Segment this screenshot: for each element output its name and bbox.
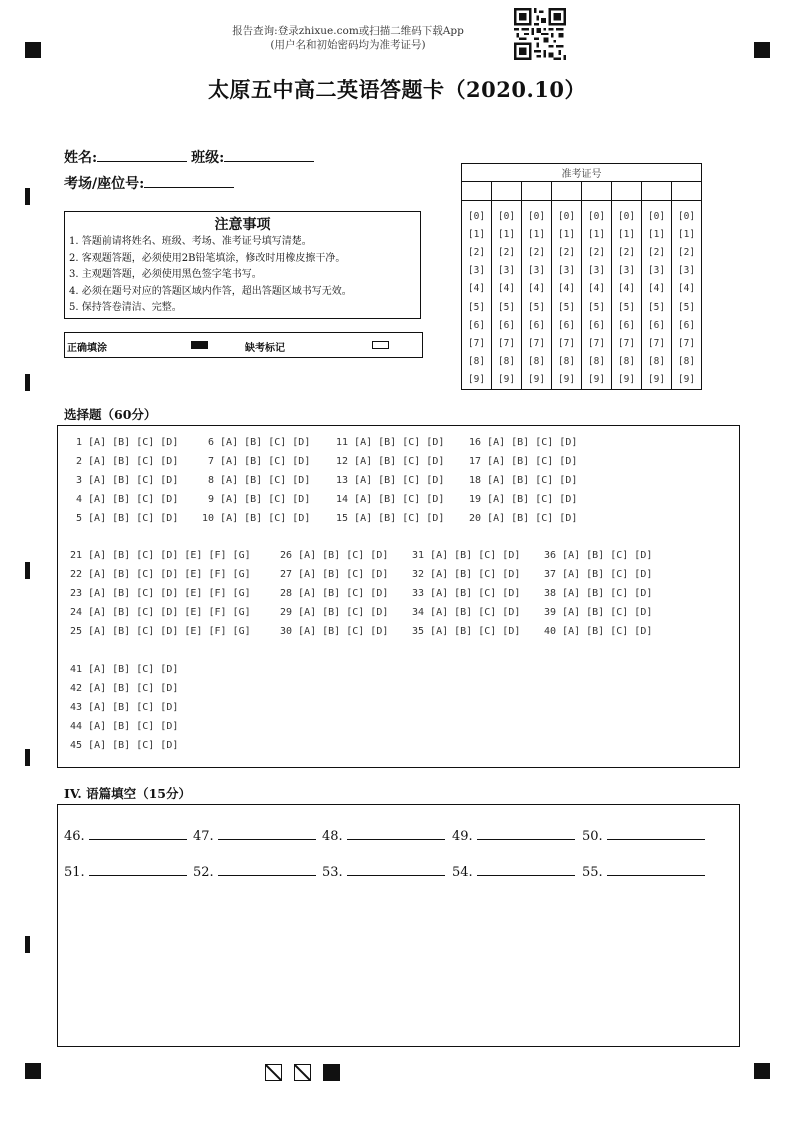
solid-mark xyxy=(323,1064,340,1081)
admission-digit-box[interactable] xyxy=(612,182,642,201)
class-label: 班级: xyxy=(191,150,225,166)
admission-bubble[interactable]: [9] xyxy=(522,371,552,390)
fill-blank-number: 46. xyxy=(64,829,85,844)
admission-bubble[interactable]: [8] xyxy=(552,353,582,371)
admission-bubble[interactable]: [4] xyxy=(642,280,672,298)
admission-bubble[interactable]: [8] xyxy=(642,353,672,371)
admission-bubble[interactable]: [8] xyxy=(492,353,522,371)
choice-question-row[interactable]: 2 [A] [B] [C] [D] xyxy=(76,456,179,467)
class-field[interactable] xyxy=(224,147,314,162)
absent-mark-checkbox[interactable] xyxy=(372,341,389,349)
admission-bubble[interactable]: [2] xyxy=(552,243,582,261)
admission-bubble[interactable]: [5] xyxy=(492,298,522,316)
corner-mark-top-left xyxy=(25,42,41,58)
fill-example-box xyxy=(64,332,423,358)
choice-question-row[interactable]: 20 [A] [B] [C] [D] xyxy=(469,513,578,524)
fill-blank-number: 54. xyxy=(452,865,473,880)
admission-bubble[interactable]: [8] xyxy=(582,353,612,371)
fill-blank[interactable] xyxy=(322,828,445,844)
admission-bubble[interactable]: [7] xyxy=(612,334,642,352)
admission-digit-box[interactable] xyxy=(642,182,672,201)
fill-blank[interactable] xyxy=(582,864,705,880)
admission-bubble[interactable]: [9] xyxy=(672,371,702,390)
admission-bubble[interactable]: [0] xyxy=(462,201,492,226)
admission-bubble[interactable]: [3] xyxy=(552,262,582,280)
choice-question-row[interactable]: 37 [A] [B] [C] [D] xyxy=(544,569,653,580)
choice-question-row[interactable]: 35 [A] [B] [C] [D] xyxy=(412,626,521,637)
admission-digit-box[interactable] xyxy=(492,182,522,201)
admission-bubble[interactable]: [9] xyxy=(612,371,642,390)
choice-question-row[interactable]: 22 [A] [B] [C] [D] [E] [F] [G] xyxy=(70,569,251,580)
admission-digit-box[interactable] xyxy=(522,182,552,201)
page-title: 太原五中高二英语答题卡（2020.10） xyxy=(208,77,586,102)
name-label: 姓名: xyxy=(64,150,98,166)
fill-blank[interactable] xyxy=(452,864,575,880)
choice-question-row[interactable]: 30 [A] [B] [C] [D] xyxy=(280,626,389,637)
admission-bubble[interactable]: [4] xyxy=(462,280,492,298)
choice-question-row[interactable]: 14 [A] [B] [C] [D] xyxy=(336,494,445,505)
seat-label: 考场/座位号: xyxy=(64,176,145,192)
name-class-line xyxy=(64,147,314,167)
choice-question-row[interactable]: 17 [A] [B] [C] [D] xyxy=(469,456,578,467)
slash-mark-icon xyxy=(265,1064,282,1081)
fill-blank-number: 55. xyxy=(582,865,603,880)
admission-bubble[interactable]: [5] xyxy=(522,298,552,316)
admission-bubble[interactable]: [1] xyxy=(522,225,552,243)
fill-blank-line[interactable] xyxy=(477,864,575,876)
choice-question-row[interactable]: 6 [A] [B] [C] [D] xyxy=(208,437,311,448)
admission-bubble[interactable]: [7] xyxy=(462,334,492,352)
admission-bubble[interactable]: [2] xyxy=(462,243,492,261)
admission-bubble[interactable]: [5] xyxy=(462,298,492,316)
admission-bubble[interactable]: [3] xyxy=(462,262,492,280)
admission-bubble[interactable]: [7] xyxy=(522,334,552,352)
admission-bubble[interactable]: [0] xyxy=(642,201,672,226)
admission-bubble[interactable]: [1] xyxy=(462,225,492,243)
admission-bubble[interactable]: [3] xyxy=(612,262,642,280)
admission-bubble[interactable]: [4] xyxy=(492,280,522,298)
admission-bubble[interactable]: [7] xyxy=(552,334,582,352)
choice-question-row[interactable]: 19 [A] [B] [C] [D] xyxy=(469,494,578,505)
timing-mark xyxy=(25,562,30,579)
admission-bubble[interactable]: [6] xyxy=(642,316,672,334)
admission-bubble[interactable]: [0] xyxy=(522,201,552,226)
choice-question-row[interactable]: 1 [A] [B] [C] [D] xyxy=(76,437,179,448)
notice-item: 5. 保持答卷清洁、完整。 xyxy=(69,302,182,313)
admission-bubble[interactable]: [2] xyxy=(582,243,612,261)
fill-blank-line[interactable] xyxy=(218,864,316,876)
admission-bubble[interactable]: [9] xyxy=(552,371,582,390)
notice-box xyxy=(64,211,421,319)
fill-blank-line[interactable] xyxy=(89,828,187,840)
admission-bubble[interactable]: [4] xyxy=(612,280,642,298)
admission-bubble[interactable]: [8] xyxy=(462,353,492,371)
admission-digit-box[interactable] xyxy=(672,182,702,201)
admission-bubble[interactable]: [0] xyxy=(492,201,522,226)
choice-question-row[interactable]: 21 [A] [B] [C] [D] [E] [F] [G] xyxy=(70,550,251,561)
choice-question-row[interactable]: 23 [A] [B] [C] [D] [E] [F] [G] xyxy=(70,588,251,599)
admission-bubble[interactable]: [1] xyxy=(582,225,612,243)
fill-blank-number: 50. xyxy=(582,829,603,844)
admission-title: 准考证号 xyxy=(462,164,702,182)
admission-bubble[interactable]: [0] xyxy=(672,201,702,226)
choice-question-row[interactable]: 10 [A] [B] [C] [D] xyxy=(202,513,311,524)
admission-bubble[interactable]: [4] xyxy=(522,280,552,298)
choice-question-row[interactable]: 25 [A] [B] [C] [D] [E] [F] [G] xyxy=(70,626,251,637)
seat-field[interactable] xyxy=(144,173,234,188)
admission-bubble[interactable]: [6] xyxy=(522,316,552,334)
correct-fill-sample xyxy=(191,341,208,349)
choice-question-row[interactable]: 12 [A] [B] [C] [D] xyxy=(336,456,445,467)
admission-bubble[interactable]: [7] xyxy=(492,334,522,352)
admission-bubble[interactable]: [2] xyxy=(642,243,672,261)
admission-bubble[interactable]: [0] xyxy=(552,201,582,226)
choice-question-row[interactable]: 3 [A] [B] [C] [D] xyxy=(76,475,179,486)
seat-line xyxy=(64,173,234,193)
admission-bubble[interactable]: [1] xyxy=(612,225,642,243)
choice-question-row[interactable]: 29 [A] [B] [C] [D] xyxy=(280,607,389,618)
choice-question-row[interactable]: 13 [A] [B] [C] [D] xyxy=(336,475,445,486)
admission-bubble[interactable]: [7] xyxy=(582,334,612,352)
choice-question-row[interactable]: 24 [A] [B] [C] [D] [E] [F] [G] xyxy=(70,607,251,618)
choice-question-row[interactable]: 36 [A] [B] [C] [D] xyxy=(544,550,653,561)
admission-number-grid xyxy=(461,163,702,390)
correct-fill-label: 正确填涂 xyxy=(67,343,107,354)
choice-question-row[interactable]: 40 [A] [B] [C] [D] xyxy=(544,626,653,637)
notice-item: 3. 主观题答题，必须使用黑色签字笔书写。 xyxy=(69,269,262,280)
admission-bubble[interactable]: [1] xyxy=(492,225,522,243)
admission-digit-box[interactable] xyxy=(552,182,582,201)
admission-bubble[interactable]: [5] xyxy=(642,298,672,316)
absent-mark-label: 缺考标记 xyxy=(245,343,285,354)
fill-blank[interactable] xyxy=(64,828,187,844)
admission-bubble[interactable]: [5] xyxy=(672,298,702,316)
choice-question-row[interactable]: 11 [A] [B] [C] [D] xyxy=(336,437,445,448)
fill-section-title: IV. 语篇填空（15分） xyxy=(64,786,191,801)
admission-bubble[interactable]: [8] xyxy=(612,353,642,371)
fill-blank-line[interactable] xyxy=(607,828,705,840)
notice-title: 注意事项 xyxy=(214,217,271,233)
admission-bubble[interactable]: [6] xyxy=(612,316,642,334)
fill-blank-line[interactable] xyxy=(89,864,187,876)
choice-question-row[interactable]: 16 [A] [B] [C] [D] xyxy=(469,437,578,448)
report-query-text: 报告查询:登录zhixue.com或扫描二维码下载App xyxy=(232,25,464,37)
admission-digit-box[interactable] xyxy=(462,182,492,201)
fill-blank[interactable] xyxy=(452,828,575,844)
choice-question-row[interactable]: 4 [A] [B] [C] [D] xyxy=(76,494,179,505)
choice-question-row[interactable]: 39 [A] [B] [C] [D] xyxy=(544,607,653,618)
admission-bubble[interactable]: [6] xyxy=(462,316,492,334)
admission-bubble[interactable]: [2] xyxy=(672,243,702,261)
choice-question-row[interactable]: 9 [A] [B] [C] [D] xyxy=(208,494,311,505)
timing-mark xyxy=(25,749,30,766)
admission-bubble[interactable]: [5] xyxy=(612,298,642,316)
admission-bubble[interactable]: [3] xyxy=(642,262,672,280)
admission-bubble[interactable]: [4] xyxy=(582,280,612,298)
fill-panel xyxy=(57,804,740,1047)
choice-question-row[interactable]: 26 [A] [B] [C] [D] xyxy=(280,550,389,561)
admission-bubble[interactable]: [5] xyxy=(582,298,612,316)
fill-blank-number: 53. xyxy=(322,865,343,880)
admission-bubble[interactable]: [3] xyxy=(582,262,612,280)
admission-digit-box[interactable] xyxy=(582,182,612,201)
admission-bubble[interactable]: [0] xyxy=(582,201,612,226)
choice-question-row[interactable]: 44 [A] [B] [C] [D] xyxy=(70,721,179,732)
notice-item: 2. 客观题答题，必须使用2B铅笔填涂，修改时用橡皮擦干净。 xyxy=(69,252,346,264)
admission-bubble[interactable]: [1] xyxy=(672,225,702,243)
timing-mark xyxy=(25,936,30,953)
admission-bubble[interactable]: [9] xyxy=(582,371,612,390)
admission-bubble[interactable]: [9] xyxy=(462,371,492,390)
choice-question-row[interactable]: 7 [A] [B] [C] [D] xyxy=(208,456,311,467)
choice-question-row[interactable]: 41 [A] [B] [C] [D] xyxy=(70,664,179,675)
admission-bubble[interactable]: [9] xyxy=(492,371,522,390)
choice-question-row[interactable]: 42 [A] [B] [C] [D] xyxy=(70,683,179,694)
admission-bubble[interactable]: [5] xyxy=(552,298,582,316)
admission-bubble[interactable]: [8] xyxy=(672,353,702,371)
slash-mark-icon xyxy=(294,1064,311,1081)
admission-bubble[interactable]: [3] xyxy=(492,262,522,280)
fill-blank-number: 49. xyxy=(452,829,473,844)
qr-code-icon[interactable] xyxy=(514,8,566,60)
choice-question-row[interactable]: 38 [A] [B] [C] [D] xyxy=(544,588,653,599)
choice-question-row[interactable]: 27 [A] [B] [C] [D] xyxy=(280,569,389,580)
admission-bubble[interactable]: [9] xyxy=(642,371,672,390)
choice-question-row[interactable]: 45 [A] [B] [C] [D] xyxy=(70,740,179,751)
admission-bubble[interactable]: [4] xyxy=(672,280,702,298)
fill-blank-number: 47. xyxy=(193,829,214,844)
admission-bubble[interactable]: [6] xyxy=(672,316,702,334)
fill-blank-number: 48. xyxy=(322,829,343,844)
corner-mark-top-right xyxy=(754,42,770,58)
admission-bubble[interactable]: [6] xyxy=(552,316,582,334)
choice-question-row[interactable]: 8 [A] [B] [C] [D] xyxy=(208,475,311,486)
choice-question-row[interactable]: 32 [A] [B] [C] [D] xyxy=(412,569,521,580)
fill-blank[interactable] xyxy=(582,828,705,844)
fill-blank-number: 51. xyxy=(64,865,85,880)
admission-bubble[interactable]: [3] xyxy=(672,262,702,280)
admission-bubble[interactable]: [2] xyxy=(612,243,642,261)
choice-question-row[interactable]: 33 [A] [B] [C] [D] xyxy=(412,588,521,599)
choice-question-row[interactable]: 5 [A] [B] [C] [D] xyxy=(76,513,179,524)
admission-bubble[interactable]: [4] xyxy=(552,280,582,298)
admission-bubble[interactable]: [2] xyxy=(522,243,552,261)
timing-mark xyxy=(25,188,30,205)
choice-question-row[interactable]: 18 [A] [B] [C] [D] xyxy=(469,475,578,486)
fill-blank[interactable] xyxy=(193,828,316,844)
notice-item: 1. 答题前请将姓名、班级、考场、准考证号填写清楚。 xyxy=(69,236,312,247)
choice-panel xyxy=(57,425,740,768)
choice-section-title: 选择题（60分） xyxy=(64,407,157,422)
choice-question-row[interactable]: 28 [A] [B] [C] [D] xyxy=(280,588,389,599)
admission-bubble[interactable]: [2] xyxy=(492,243,522,261)
admission-bubble[interactable]: [8] xyxy=(522,353,552,371)
admission-bubble[interactable]: [3] xyxy=(522,262,552,280)
choice-question-row[interactable]: 43 [A] [B] [C] [D] xyxy=(70,702,179,713)
choice-question-row[interactable]: 34 [A] [B] [C] [D] xyxy=(412,607,521,618)
fill-blank-line[interactable] xyxy=(607,864,705,876)
fill-blank-line[interactable] xyxy=(347,828,445,840)
corner-mark-bottom-left xyxy=(25,1063,41,1079)
fill-blank-line[interactable] xyxy=(347,864,445,876)
choice-question-row[interactable]: 31 [A] [B] [C] [D] xyxy=(412,550,521,561)
timing-mark xyxy=(25,374,30,391)
admission-bubble[interactable]: [0] xyxy=(612,201,642,226)
fill-blank-line[interactable] xyxy=(477,828,575,840)
admission-bubble[interactable]: [6] xyxy=(582,316,612,334)
fill-blank-number: 52. xyxy=(193,865,214,880)
fill-blank-line[interactable] xyxy=(218,828,316,840)
report-credentials-text: (用户名和初始密码均为准考证号) xyxy=(270,39,426,51)
fill-blank[interactable] xyxy=(322,864,445,880)
admission-bubble[interactable]: [1] xyxy=(552,225,582,243)
choice-question-row[interactable]: 15 [A] [B] [C] [D] xyxy=(336,513,445,524)
admission-bubble[interactable]: [7] xyxy=(672,334,702,352)
fill-blank[interactable] xyxy=(64,864,187,880)
corner-mark-bottom-right xyxy=(754,1063,770,1079)
admission-bubble[interactable]: [7] xyxy=(642,334,672,352)
name-field[interactable] xyxy=(97,147,187,162)
admission-bubble[interactable]: [6] xyxy=(492,316,522,334)
admission-bubble[interactable]: [1] xyxy=(642,225,672,243)
notice-item: 4. 必须在题号对应的答题区域内作答，超出答题区域书写无效。 xyxy=(69,285,352,297)
fill-blank[interactable] xyxy=(193,864,316,880)
report-header xyxy=(218,24,478,52)
